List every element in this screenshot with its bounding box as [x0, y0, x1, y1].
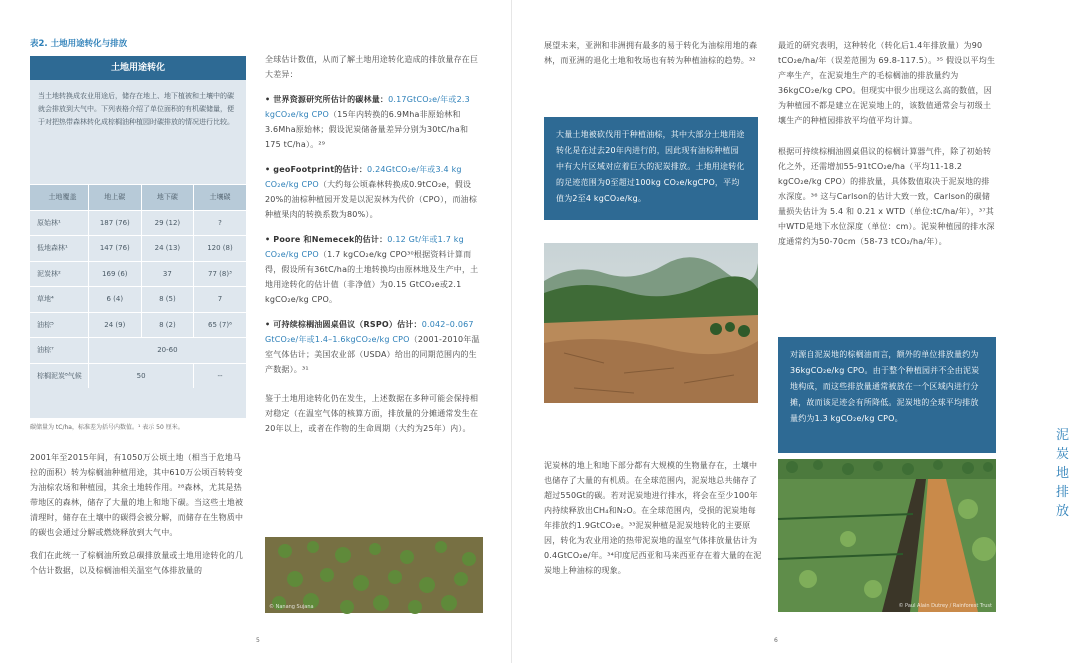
right-column-text — [778, 38, 996, 249]
palm-seedlings-image — [265, 537, 483, 613]
table-cell: 50 — [88, 364, 193, 389]
table-intro: 当土地转换成农业用途后，储存在地上、地下植被和土壤中的碳就会排放到大气中。下列表格介绍了单位面积的有机碳储量，便于对把热带森林转化成棕榈油种植园时碳排放的情况进行比较。 — [38, 92, 234, 126]
table-cell: 8 (2) — [141, 313, 194, 338]
page-number: 5 — [256, 637, 260, 644]
table-row — [30, 286, 246, 312]
page-number: 6 — [774, 637, 778, 644]
estimate-detail: （2001-2010年温室气体估计；美国农业部（USDA）给出的同期范围内的生产数据）。³¹ — [265, 335, 480, 374]
row-label: 油棕⁷ — [37, 346, 54, 355]
table-cell: 7 — [193, 287, 246, 312]
table-column-headers — [30, 184, 246, 210]
table-cell: 24 (9) — [88, 313, 141, 338]
left-column-body — [30, 450, 246, 578]
center-left-column — [265, 52, 483, 436]
table-cell: 187 (76) — [88, 211, 141, 236]
paragraph: 全球估计数值，从而了解土地用途转化造成的排放量存在巨大差异： — [265, 55, 479, 79]
table-cell: 77 (8)³ — [193, 262, 246, 287]
peat-body-text: 泥炭林的地上和地下部分都有大规模的生物量存在，土壤中也储存了大量的有机质。在全球范围内，泥炭地总共储存了超过550Gt的碳。若对泥炭地进行排水，将会在至少100年内持续释放出CH₄和N₂O。在全球范围内，受损的泥炭地每年排放约1.9GtCO₂e。³³泥炭种植是泥炭地转化的主要原因，转化为农业用途的热带泥炭地的温室气体排放量估计为0.4GtCO₂e/年。³⁴印度尼西亚和马来西亚存在着大量的在泥炭地上种油棕的现象。 — [544, 461, 762, 575]
peatland-canal-image — [778, 459, 996, 612]
table-header: 土地用途转化 — [30, 56, 246, 80]
row-label: 草地⁴ — [37, 295, 54, 304]
table-row — [30, 235, 246, 261]
table-cell: 29 (12) — [141, 211, 194, 236]
table-caption: 表2. 土地用途转化与排放 — [30, 39, 128, 49]
estimate-poore-nemecek — [265, 232, 483, 307]
row-label: 低地森林¹ — [37, 244, 68, 253]
column-header: 土壤碳 — [193, 185, 246, 210]
estimate-wri — [265, 92, 483, 152]
photo-credit: © Paul Alain Dutrey / Rainforest Trust — [898, 603, 992, 609]
row-label: 油棕⁵ — [37, 320, 54, 329]
estimate-detail: （15年内转换的6.9Mha非原始林和3.6Mha原始林；假设泥炭储备量差异分别为30tC/ha和175 tC/ha）。²⁹ — [265, 110, 469, 149]
palm-seedlings-photo — [265, 537, 483, 613]
page-left — [0, 0, 512, 663]
highlight-box-land-use: 大量土地被砍伐用于种植油棕，其中大部分土地用途转化是在过去20年内进行的，因此现有油棕种植园中有大片区域对应着巨大的泥炭排放。土地用途转化的足迹范围为0至超过100kg CO₂e/kgCPO，平均值为2至4 kgCO₂e/kg。 — [544, 117, 758, 220]
table-row — [30, 337, 246, 363]
table-cell: 169 (6) — [88, 262, 141, 287]
table-cell: 20-60 — [88, 338, 246, 363]
table-cell: 65 (7)⁶ — [193, 313, 246, 338]
column-header: 地上碳 — [88, 185, 141, 210]
paragraph: 我们在此统一了棕榈油所致总碳排放量或土地用途转化的几个估计数据，以及棕榈油相关温室气体排放量的 — [30, 551, 244, 575]
highlight-box-peat: 对源自泥炭地的棕榈油而言，额外的单位排放量约为36kgCO₂e/kg CPO。由于整个种植园并不全由泥炭地构成，而这些排放量通常被放在一个区域内进行分摊，故而该足迹会有所降低。泥炭地的全球平均排放量约为1.3 kgCO₂e/kg CPO。 — [778, 337, 996, 453]
page-right — [512, 0, 1069, 663]
deforestation-photo — [544, 243, 758, 403]
paragraph: 2001年至2015年间，有1050万公顷土地（相当于危地马拉的面积）转为棕榈油种植用途，其中610万公顷百转转变为油棕农场和种植园，其余土地转作用。²⁸森林，尤其是热带地区的森林，储存了大量的地上和地下碳。当这些土地被清理时，储存在土壤中的碳得会被分解，而储存在生物质中的碳也会通过分解或燃烧释放到大气中。 — [30, 453, 244, 537]
table-cell: ? — [193, 211, 246, 236]
estimate-geofootprint — [265, 162, 483, 222]
column-header: 地下碳 — [141, 185, 194, 210]
land-use-table — [30, 56, 246, 418]
estimate-value: 0.17GtCO₂e/年或2.3 kgCO₂e/kg CPO — [265, 95, 470, 119]
estimate-title: • 可持续棕榈油圆桌倡议（RSPO）估计： — [265, 320, 422, 329]
section-heading-peat: 泥炭地排放 — [1056, 428, 1069, 519]
paragraph: 根据可持续棕榈油圆桌倡议的棕榈计算器气件，除了初始转化之外，还需增加55-91tCO₂e/ha（平均11-18.2 kgCO₂e/kg CPO）的排放量，具体数值取决于泥炭地的排水深度。³⁶ 这与Carlson的估计大致一致，Carlson的碳储量损失估计为 5.4 和 0.21 x WTD（单位:tC/ha/年），³⁷其中WTD是地下水位深度（单位：cm）。泥炭种植园的排水深度通常约为50-70cm（58-73 tCO₂/ha/年）。 — [778, 147, 995, 246]
peatland-canal-photo — [778, 459, 996, 612]
table-cell: 6 (4) — [88, 287, 141, 312]
row-label: 原始林¹ — [37, 218, 61, 227]
table-cell: 37 — [141, 262, 194, 287]
paragraph: 鉴于土地用途转化仍在发生，上述数据在多种可能会保持相对稳定（在温室气体的核算方面，排放量的分摊通常发生在20年以上，或者在作物的生命周期（大约为25年）内）。 — [265, 394, 479, 433]
estimate-value: 0.12 Gt/年或1.7 kg CO₂e/kg CPO — [265, 235, 464, 259]
estimate-title: • geoFootprint的估计： — [265, 165, 368, 174]
table-row — [30, 261, 246, 287]
estimate-title: • 世界资源研究所估计的碳林量： — [265, 95, 389, 104]
table-row — [30, 312, 246, 338]
deforestation-image — [544, 243, 758, 403]
estimate-detail: （1.7 kgCO₂e/kg CPO³⁰根据资料计算而得，假设所有36tC/ha的土地转换均由原林地及生产中，土地用途转化的估计值（非净值）为0.15 GtCO₂e或2.1 kgCO₂e/kg CPO。 — [265, 250, 479, 304]
row-label: 泥炭林² — [37, 269, 61, 278]
table-cell: 147 (76) — [88, 236, 141, 261]
column-header: 土地覆盖 — [48, 193, 77, 202]
photo-credit: © Nanang Sujana — [269, 604, 314, 610]
estimate-detail: （大约每公顷森林转换成0.9tCO₂e，假设20%的油棕种植园开发是以泥炭林为代价（CPO），而油棕种植果肉的转换系数为80%）。 — [265, 180, 478, 219]
table-cell: 24 (13) — [141, 236, 194, 261]
estimate-title: • Poore 和Nemecek的估计： — [265, 235, 388, 244]
table-row — [30, 210, 246, 236]
right-intro-text: 展望未来，亚洲和非洲拥有最多的易于转化为油棕用地的森林，而亚洲的退化土地和牧场也有转为种植油棕的趋势。³² — [544, 41, 758, 65]
estimate-rspo — [265, 317, 483, 377]
estimate-value: 0.24GtCO₂e/年或3.4 kg CO₂e/kg CPO — [265, 165, 462, 189]
table-cell: 120 (8) — [193, 236, 246, 261]
paragraph: 最近的研究表明，这种转化（转化后1.4年排放量）为90 tCO₂e/ha/年（误差范围为 69.8-117.5）。³⁵ 假设以平均生产率生产，在泥炭地生产的毛棕榈油的排放量约为36kgCO₂e/kg CPO。但现实中很少出现这么高的数值，因为种植园不都是建立在泥炭地上的，该数值通常会与初级土壤生产的种植园排放平均值平均计算。 — [778, 41, 996, 125]
table-footnote: 碳储量为 tC/ha，标准差为括号内数值。¹ 表示 50 厘米。 — [30, 424, 184, 431]
table-cell: 8 (5) — [141, 287, 194, 312]
row-label: 棕榈泥炭⁸气候 — [37, 371, 82, 380]
table-cell: -- — [193, 364, 246, 389]
table-row — [30, 363, 246, 389]
estimate-value: 0.042–0.067 GtCO₂e/年或1.4–1.6kgCO₂e/kg CPO — [265, 320, 474, 344]
